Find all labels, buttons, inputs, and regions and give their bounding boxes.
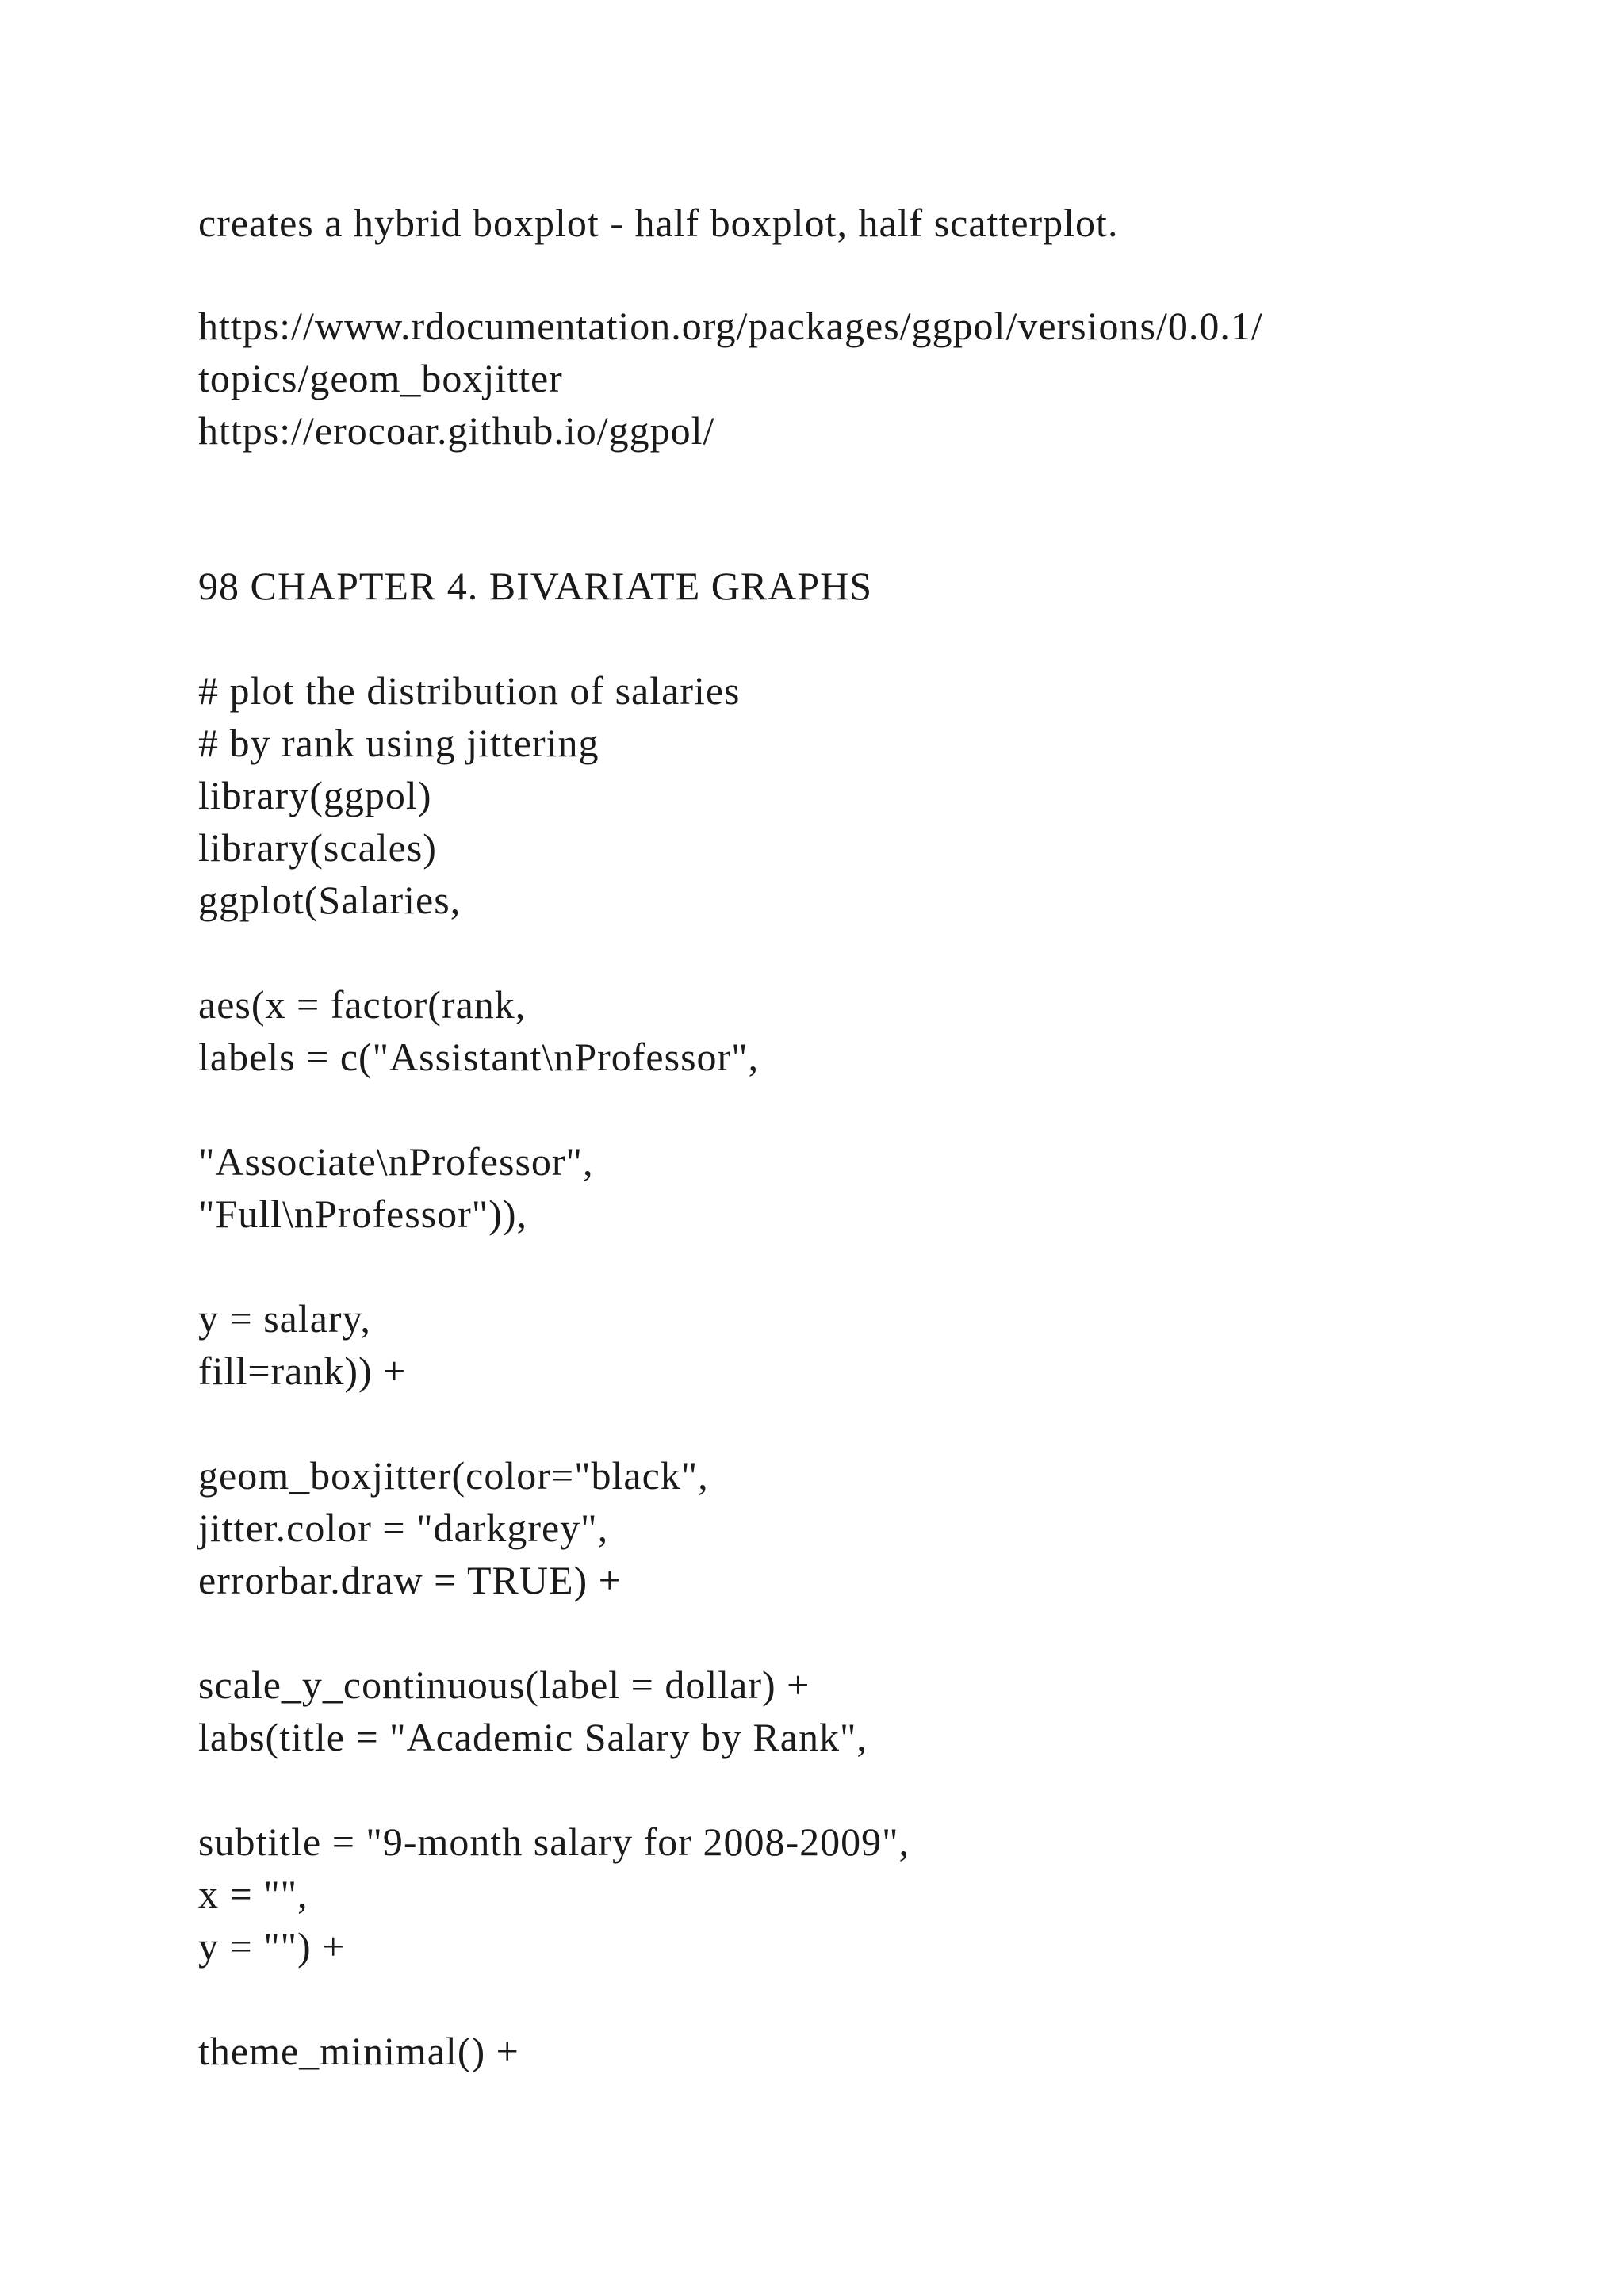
code-line: y = "") + <box>198 1924 346 1969</box>
code-line: x = "", <box>198 1872 308 1916</box>
code-comment-line: # by rank using jittering <box>198 721 599 765</box>
link-ggpol-site[interactable]: https://erocoar.github.io/ggpol/ <box>198 408 715 453</box>
code-comment-line: # plot the distribution of salaries <box>198 668 741 713</box>
code-line: aes(x = factor(rank, <box>198 982 527 1027</box>
code-line: "Full\nProfessor")), <box>198 1192 527 1236</box>
code-line: fill=rank)) + <box>198 1349 407 1393</box>
code-line: ggplot(Salaries, <box>198 878 462 922</box>
code-line: labels = c("Assistant\nProfessor", <box>198 1035 760 1079</box>
code-line: library(scales) <box>198 825 437 870</box>
code-line: theme_minimal() + <box>198 2029 519 2073</box>
code-line: y = salary, <box>198 1296 371 1341</box>
code-line: "Associate\nProfessor", <box>198 1139 594 1184</box>
code-line: geom_boxjitter(color="black", <box>198 1453 709 1498</box>
link-rdocumentation-part1[interactable]: https://www.rdocumentation.org/packages/ggpol/versions/0.0.1/ <box>198 304 1263 348</box>
code-line: library(ggpol) <box>198 773 432 817</box>
code-line: labs(title = "Academic Salary by Rank", <box>198 1715 868 1759</box>
chapter-header: 98 CHAPTER 4. BIVARIATE GRAPHS <box>198 564 873 608</box>
code-line: subtitle = "9-month salary for 2008-2009", <box>198 1820 910 1864</box>
code-line: jitter.color = "darkgrey", <box>198 1506 609 1550</box>
code-line: errorbar.draw = TRUE) + <box>198 1558 622 1602</box>
intro-text: creates a hybrid boxplot - half boxplot, half scatterplot. <box>198 201 1119 245</box>
link-rdocumentation-part2[interactable]: topics/geom_boxjitter <box>198 356 563 400</box>
code-line: scale_y_continuous(label = dollar) + <box>198 1663 810 1707</box>
